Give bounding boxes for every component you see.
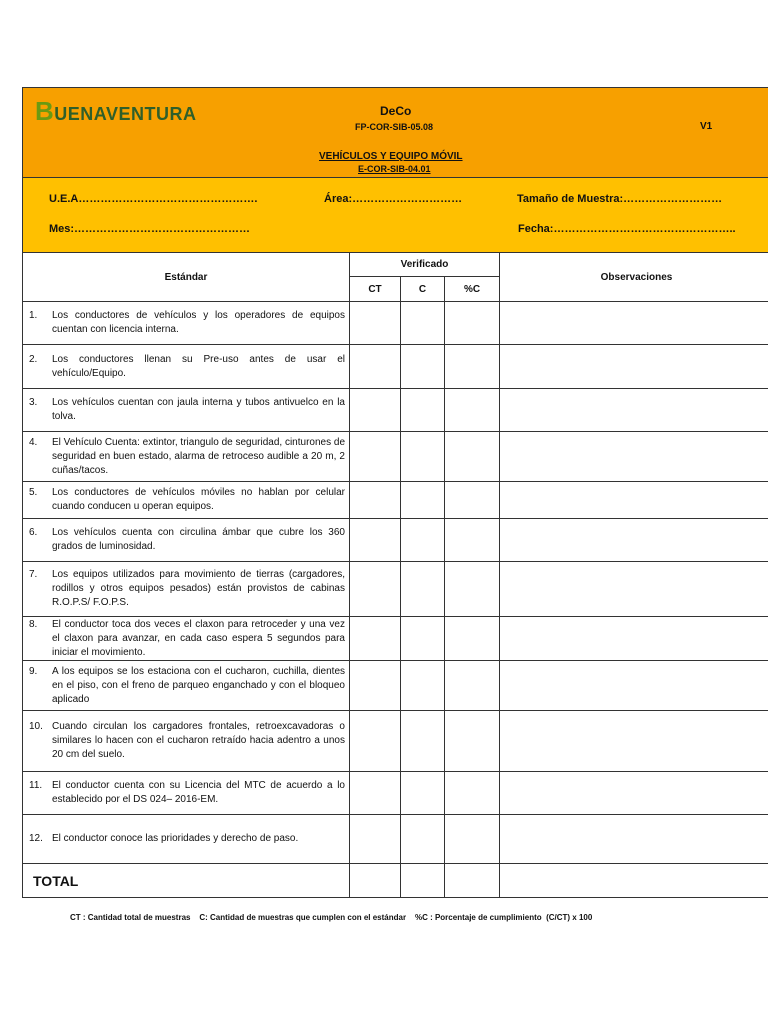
table-row — [23, 345, 768, 389]
standard-number: 9. — [29, 665, 38, 677]
standard-number: 11. — [29, 780, 43, 791]
c-cell[interactable] — [401, 519, 445, 562]
standard-cell — [23, 432, 350, 482]
table-row — [23, 519, 768, 562]
header-estandar: Estándar — [23, 253, 350, 302]
standard-cell — [23, 345, 350, 389]
obs-cell[interactable] — [500, 661, 768, 711]
footer-legend: CT : Cantidad total de muestras C: Cantidad de muestras que cumplen con el estándar %C : Porcentaje de cumplimiento (C/CT) x 100 — [70, 913, 593, 922]
standard-cell — [23, 711, 350, 772]
obs-cell[interactable] — [500, 562, 768, 617]
c-cell[interactable] — [401, 772, 445, 815]
total-c-cell[interactable] — [401, 864, 445, 898]
standard-text: A los equipos se los estaciona con el cucharon, cuchilla, dientes en el piso, con el freno de parqueo enganchado y con el bloqueo aplicado — [52, 665, 345, 705]
deco-label: DeCo — [380, 104, 412, 118]
ct-cell[interactable] — [350, 815, 401, 864]
inspection-form — [22, 87, 768, 898]
standard-text: Los conductores de vehículos y los operadores de equipos cuentan con licencia interna. — [52, 310, 345, 335]
pc-cell[interactable] — [445, 711, 500, 772]
standard-text: Los conductores de vehículos móviles no hablan por celular cuando conducen u operan equipos. — [52, 487, 345, 512]
standard-text: Los conductores llenan su Pre-uso antes de usar el vehículo/Equipo. — [52, 353, 345, 379]
date-field[interactable]: Fecha:………………………………………….. — [518, 223, 736, 235]
standard-cell — [23, 661, 350, 711]
standard-code: E-COR-SIB-04.01 — [358, 164, 431, 174]
obs-cell[interactable] — [500, 482, 768, 519]
table-row — [23, 389, 768, 432]
standard-number: 6. — [29, 527, 38, 538]
ct-cell[interactable] — [350, 661, 401, 711]
standard-text: El Vehículo Cuenta: extintor, triangulo de seguridad, cinturones de seguridad en buen estado, alarma de retroceso audible a 20 m, 2 cuñas/tacos. — [52, 436, 345, 476]
obs-cell[interactable] — [500, 519, 768, 562]
sample-size-field[interactable]: Tamaño de Muestra:……………………… — [517, 193, 723, 205]
standard-text: Los vehículos cuentan con jaula interna y tubos antivuelco en la tolva. — [52, 397, 345, 422]
c-cell[interactable] — [401, 302, 445, 345]
table-row — [23, 482, 768, 519]
ct-cell[interactable] — [350, 772, 401, 815]
c-cell[interactable] — [401, 389, 445, 432]
uea-field[interactable]: U.E.A…………………………………………. — [49, 193, 258, 205]
c-cell[interactable] — [401, 617, 445, 661]
standard-cell — [23, 772, 350, 815]
obs-cell[interactable] — [500, 815, 768, 864]
ct-cell[interactable] — [350, 482, 401, 519]
pc-cell[interactable] — [445, 345, 500, 389]
pc-cell[interactable] — [445, 482, 500, 519]
c-cell[interactable] — [401, 482, 445, 519]
standard-number: 1. — [29, 310, 38, 321]
c-cell[interactable] — [401, 345, 445, 389]
pc-cell[interactable] — [445, 661, 500, 711]
standard-cell — [23, 482, 350, 519]
standard-text: Cuando circulan los cargadores frontales, retroexcavadoras o similares lo hacen con el cucharon retraído hacia adentro a unos 20 cm del suelo. — [52, 721, 345, 760]
total-ct-cell[interactable] — [350, 864, 401, 898]
standard-number: 3. — [29, 397, 38, 408]
ct-cell[interactable] — [350, 617, 401, 661]
logo-text: UENAVENTURA — [54, 104, 197, 124]
standard-cell — [23, 389, 350, 432]
header-observaciones: Observaciones — [500, 253, 768, 302]
c-cell[interactable] — [401, 815, 445, 864]
pc-cell[interactable] — [445, 389, 500, 432]
pc-cell[interactable] — [445, 519, 500, 562]
header-ct: CT — [350, 277, 401, 302]
c-cell[interactable] — [401, 661, 445, 711]
ct-cell[interactable] — [350, 389, 401, 432]
obs-cell[interactable] — [500, 302, 768, 345]
table-row — [23, 302, 768, 345]
ct-cell[interactable] — [350, 711, 401, 772]
standard-text: El conductor conoce las prioridades y derecho de paso. — [52, 833, 299, 844]
table-row — [23, 617, 768, 661]
standard-cell — [23, 519, 350, 562]
table-row — [23, 815, 768, 864]
standard-number: 8. — [29, 618, 38, 630]
pc-cell[interactable] — [445, 302, 500, 345]
standard-number: 2. — [29, 353, 38, 365]
standard-text: Los equipos utilizados para movimiento de tierras (cargadores, rodillos y otros equipos pesados) están provistos de cabinas R.O.P.S/ F.O.P.S. — [52, 569, 345, 608]
header-c: C — [401, 277, 445, 302]
standard-number: 5. — [29, 487, 38, 498]
standard-number: 12. — [29, 833, 43, 844]
pc-cell[interactable] — [445, 815, 500, 864]
table-row — [23, 562, 768, 617]
standard-text: El conductor cuenta con su Licencia del MTC de acuerdo a lo establecido por el DS 024– 2016-EM. — [52, 780, 345, 805]
obs-cell[interactable] — [500, 432, 768, 482]
standard-text: El conductor toca dos veces el claxon para retroceder y una vez el claxon para avanzar, en cada caso espera 5 segundos para iniciar el movimiento. — [52, 618, 345, 658]
standard-text: Los vehículos cuenta con circulina ámbar que cubre los 360 grados de luminosidad. — [52, 527, 345, 552]
ct-cell[interactable] — [350, 302, 401, 345]
standard-number: 4. — [29, 436, 38, 448]
total-pc-cell[interactable] — [445, 864, 500, 898]
ct-cell[interactable] — [350, 519, 401, 562]
pc-cell[interactable] — [445, 562, 500, 617]
standard-number: 10. — [29, 721, 43, 732]
ct-cell[interactable] — [350, 562, 401, 617]
info-section — [22, 178, 768, 252]
obs-cell[interactable] — [500, 617, 768, 661]
standard-cell — [23, 302, 350, 345]
version-label: V1 — [700, 121, 713, 132]
standards-table — [22, 252, 768, 898]
table-row — [23, 661, 768, 711]
ct-cell[interactable] — [350, 432, 401, 482]
obs-cell[interactable] — [500, 711, 768, 772]
ct-cell[interactable] — [350, 345, 401, 389]
month-field[interactable]: Mes:………………………………………… — [49, 223, 251, 235]
company-logo: BUENAVENTURA — [35, 96, 197, 126]
standard-cell — [23, 617, 350, 661]
obs-cell[interactable] — [500, 772, 768, 815]
table-row — [23, 432, 768, 482]
standard-cell — [23, 815, 350, 864]
total-label: TOTAL — [23, 864, 350, 898]
obs-cell[interactable] — [500, 345, 768, 389]
c-cell[interactable] — [401, 711, 445, 772]
total-obs-cell[interactable] — [500, 864, 768, 898]
form-code: FP-COR-SIB-05.08 — [355, 122, 434, 132]
c-cell[interactable] — [401, 562, 445, 617]
c-cell[interactable] — [401, 432, 445, 482]
pc-cell[interactable] — [445, 772, 500, 815]
header-pc: %C — [445, 277, 500, 302]
pc-cell[interactable] — [445, 432, 500, 482]
header-verificado: Verificado — [350, 253, 500, 277]
table-row — [23, 711, 768, 772]
obs-cell[interactable] — [500, 389, 768, 432]
form-header — [22, 87, 768, 178]
table-row — [23, 772, 768, 815]
standard-number: 7. — [29, 569, 38, 580]
form-title: VEHÍCULOS Y EQUIPO MÓVIL — [319, 151, 463, 162]
pc-cell[interactable] — [445, 617, 500, 661]
area-field[interactable]: Área:………………………… — [324, 193, 463, 205]
standard-cell — [23, 562, 350, 617]
